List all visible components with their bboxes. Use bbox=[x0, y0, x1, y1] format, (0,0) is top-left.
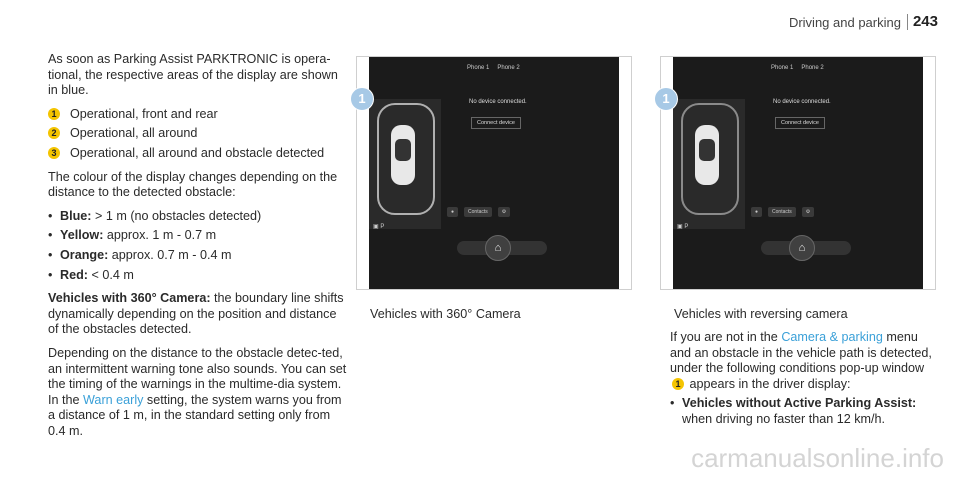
camera-p-icons bbox=[373, 223, 384, 230]
screen-toolbar bbox=[751, 207, 814, 217]
bullet-term: Vehicles without Active Parking Assist: bbox=[682, 396, 917, 411]
camera-icon[interactable]: ▣ bbox=[677, 224, 683, 230]
settings-icon[interactable]: ⚙ bbox=[498, 207, 510, 217]
no-device-text: No device connected. bbox=[773, 99, 831, 105]
camera-parking-link[interactable]: Camera & parking bbox=[781, 330, 883, 344]
warning-text-a: Depending on the distance to the obstacle detec-ted, an intermittent warning tone also sounds. You can set the timing of the warnings in the multime-dia system. In the bbox=[48, 345, 347, 407]
bullet-yellow bbox=[48, 228, 348, 244]
parking-view bbox=[369, 99, 441, 229]
tab-phone-2[interactable]: Phone 2 bbox=[801, 65, 824, 71]
bullet-blue bbox=[48, 209, 348, 225]
tab-phone-1[interactable]: Phone 1 bbox=[467, 65, 490, 71]
bullet-text: when driving no faster than 12 km/h. bbox=[682, 411, 886, 426]
op-item-2 bbox=[48, 126, 348, 142]
vehicles-paragraph bbox=[48, 291, 348, 338]
figure1-caption: Vehicles with 360° Camera bbox=[370, 307, 521, 321]
popup-text-b: menu and an obstacle in the vehicle path is detected, under the following conditions pop-up window bbox=[670, 330, 932, 376]
car-icon bbox=[695, 125, 719, 185]
intro-paragraph: As soon as Parking Assist PARKTRONIC is opera-tional, the respective areas of the display are shown in blue. bbox=[48, 52, 338, 98]
warning-paragraph bbox=[48, 346, 348, 440]
contacts-button[interactable]: Contacts bbox=[768, 207, 796, 217]
popup-text-a: If you are not in the bbox=[670, 330, 782, 344]
p-button[interactable]: P bbox=[684, 224, 689, 230]
page-number: 243 bbox=[907, 14, 938, 30]
bullet-red bbox=[48, 268, 348, 284]
watermark: carmanualsonline.info bbox=[691, 443, 944, 473]
bullet-dot: • bbox=[48, 208, 53, 223]
camera-icon[interactable]: ▣ bbox=[373, 224, 379, 230]
contacts-button[interactable]: Contacts bbox=[464, 207, 492, 217]
popup-paragraph bbox=[670, 330, 942, 392]
connect-device-button[interactable]: Connect device bbox=[775, 117, 825, 129]
bullet-dot: • bbox=[48, 247, 53, 262]
multimedia-screen bbox=[369, 57, 619, 289]
op-text: Operational, all around bbox=[70, 126, 198, 141]
warning-text-b: setting, the system warns you from a distance of 1 m, in the standard setting only from 0.4 m. bbox=[48, 392, 342, 438]
op-item-3 bbox=[48, 146, 348, 162]
no-device-text: No device connected. bbox=[469, 99, 527, 105]
screen-toolbar bbox=[447, 207, 510, 217]
home-icon[interactable]: ⌂ bbox=[789, 235, 815, 261]
right-column bbox=[670, 330, 942, 432]
bullet-no-active-parking bbox=[670, 396, 942, 427]
bullet-term: Orange: bbox=[60, 247, 109, 262]
bullet-term: Yellow: bbox=[60, 228, 104, 243]
warn-early-link[interactable]: Warn early bbox=[83, 392, 144, 407]
page-header bbox=[789, 14, 938, 30]
phone-tabs bbox=[771, 65, 832, 71]
section-title: Driving and parking bbox=[788, 15, 901, 30]
left-column bbox=[48, 52, 348, 447]
number-badge: 3 bbox=[48, 147, 60, 159]
colour-paragraph: The colour of the display changes depending on the distance to the detected obstacle: bbox=[48, 169, 338, 200]
p-button[interactable]: P bbox=[380, 224, 385, 230]
number-badge: 1 bbox=[672, 378, 684, 390]
bullet-dot: • bbox=[48, 228, 53, 243]
popup-text-c: appears in the driver display: bbox=[686, 376, 851, 391]
bullet-dot: • bbox=[48, 267, 53, 282]
message-icon[interactable]: ● bbox=[447, 207, 458, 217]
bullet-text: < 0.4 m bbox=[88, 267, 134, 282]
car-icon bbox=[391, 125, 415, 185]
figure2-caption: Vehicles with reversing camera bbox=[674, 307, 848, 321]
op-text: Operational, front and rear bbox=[70, 106, 218, 121]
op-text: Operational, all around and obstacle detected bbox=[70, 145, 325, 160]
number-badge: 1 bbox=[48, 108, 60, 120]
bullet-dot: • bbox=[670, 396, 675, 411]
op-item-1 bbox=[48, 107, 348, 123]
bullet-orange bbox=[48, 248, 348, 264]
camera-p-icons bbox=[677, 223, 688, 230]
bullet-term: Blue: bbox=[60, 208, 92, 223]
settings-icon[interactable]: ⚙ bbox=[802, 207, 814, 217]
bullet-text: approx. 0.7 m - 0.4 m bbox=[108, 247, 232, 262]
figure-360-camera bbox=[356, 56, 632, 290]
number-badge: 2 bbox=[48, 127, 60, 139]
tab-phone-1[interactable]: Phone 1 bbox=[771, 65, 794, 71]
parking-view bbox=[673, 99, 745, 229]
message-icon[interactable]: ● bbox=[751, 207, 762, 217]
multimedia-screen bbox=[673, 57, 923, 289]
vehicles-text: the boundary line shifts dynamically depending on the position and distance of the obstacles detected. bbox=[48, 291, 344, 337]
callout-badge: 1 bbox=[654, 87, 678, 111]
connect-device-button[interactable]: Connect device bbox=[471, 117, 521, 129]
bullet-text: approx. 1 m - 0.7 m bbox=[103, 228, 217, 243]
figure-reversing-camera bbox=[660, 56, 936, 290]
home-icon[interactable]: ⌂ bbox=[485, 235, 511, 261]
bullet-term: Red: bbox=[60, 267, 88, 282]
phone-tabs bbox=[467, 65, 528, 71]
bullet-text: > 1 m (no obstacles detected) bbox=[91, 208, 262, 223]
callout-badge: 1 bbox=[350, 87, 374, 111]
vehicles-term: Vehicles with 360° Camera: bbox=[48, 291, 211, 306]
tab-phone-2[interactable]: Phone 2 bbox=[497, 65, 520, 71]
